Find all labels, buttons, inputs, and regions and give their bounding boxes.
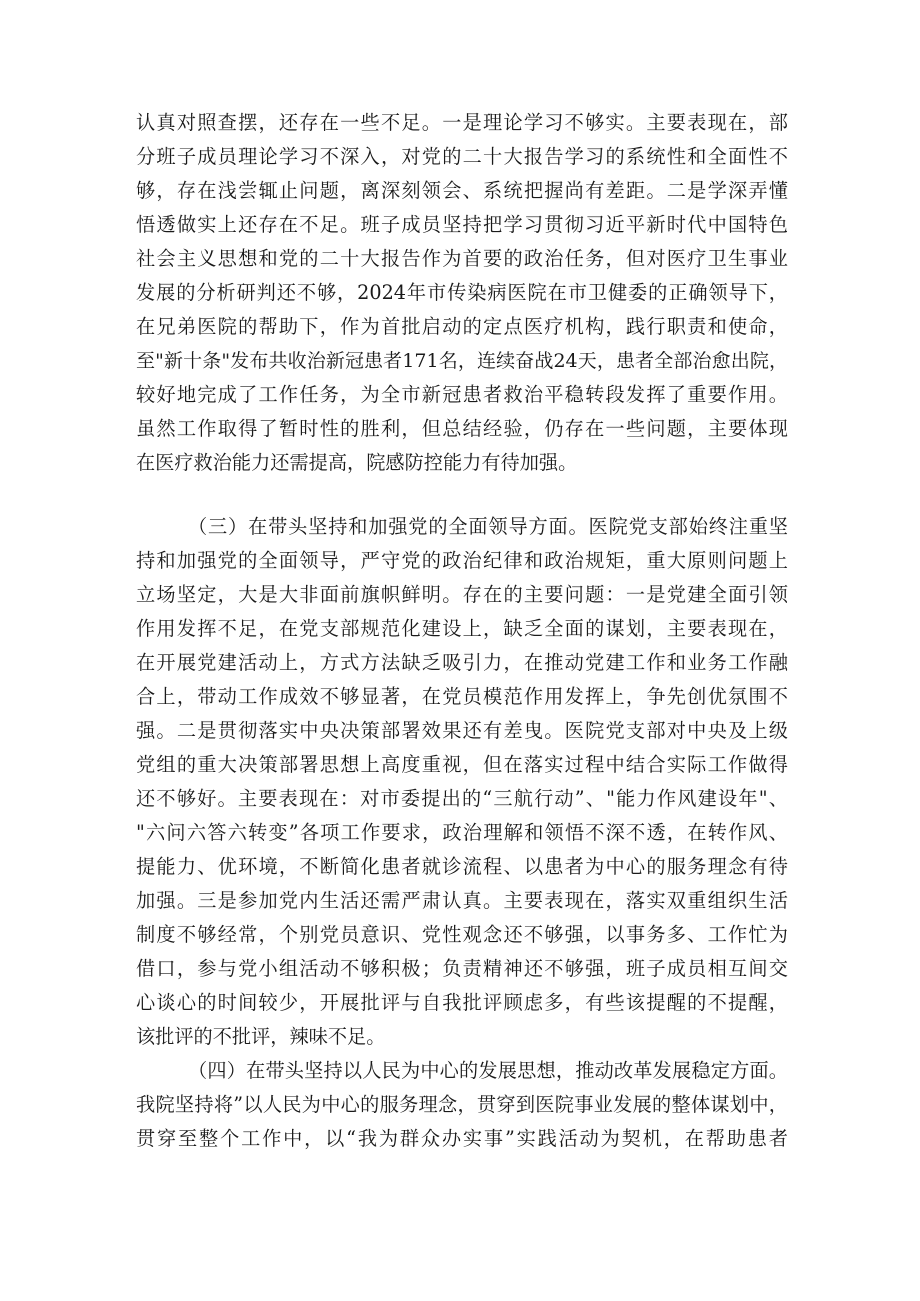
text-line: 在开展党建活动上，方式方法缺乏吸引力，在推动党建工作和业务工作融 <box>136 651 788 674</box>
text-line: 制度不够经常，个别党员意识、党性观念还不够强，以事务多、工作忙为 <box>136 923 788 946</box>
text-line: 借口，参与党小组活动不够积极；负责精神还不够强，班子成员相互间交 <box>136 957 788 980</box>
text-line: 强。二是贯彻落实中央决策部署效果还有差曳。医院党支部对中央及上级 <box>136 719 788 742</box>
text-line: 发展的分析研判还不够，2024年市传染病医院在市卫健委的正确领导下， <box>136 281 788 304</box>
paragraph-1 <box>136 106 788 480</box>
paragraph-heading-line: （四）在带头坚持以人民为中心的发展思想，推动改革发展稳定方面。 <box>188 1059 788 1082</box>
paragraph-spacer <box>136 480 788 510</box>
text-line: 我院坚持将”以人民为中心的服务理念，贯穿到医院事业发展的整体谋划中， <box>136 1093 788 1116</box>
paragraph-3 <box>136 1054 788 1156</box>
text-line: 虽然工作取得了暂时性的胜利，但总结经验，仍存在一些问题，主要体现 <box>136 417 788 440</box>
text-line: 立场坚定，大是大非面前旗帜鲜明。存在的主要问题：一是党建全面引领 <box>136 583 788 606</box>
text-line: 至"新十条"发布共收治新冠患者171名，连续奋战24天，患者全部治愈出院， <box>136 350 788 372</box>
text-line: 持和加强党的全面领导，严守党的政治纪律和政治规矩，重大原则问题上 <box>136 549 788 572</box>
text-line: 悟透做实上还存在不足。班子成员坚持把学习贯彻习近平新时代中国特色 <box>136 213 788 236</box>
text-line: 合上，带动工作成效不够显著，在党员模范作用发挥上，争先创优氛围不 <box>136 685 788 708</box>
text-line: 社会主义思想和党的二十大报告作为首要的政治任务，但对医疗卫生事业 <box>136 247 788 270</box>
paragraph-2 <box>136 510 788 1054</box>
text-line: 贯穿至整个工作中，以“我为群众办实事”实践活动为契机，在帮助患者 <box>136 1127 788 1150</box>
text-line: 够，存在浅尝辄止问题，离深刻领会、系统把握尚有差距。二是学深弄懂 <box>136 179 788 202</box>
text-line: 较好地完成了工作任务，为全市新冠患者救治平稳转段发挥了重要作用。 <box>136 383 788 406</box>
text-line: 分班子成员理论学习不深入，对党的二十大报告学习的系统性和全面性不 <box>136 145 788 168</box>
text-line: 心谈心的时间较少，开展批评与自我批评顾虑多，有些该提醒的不提醒， <box>136 991 788 1014</box>
text-line: 在兄弟医院的帮助下，作为首批启动的定点医疗机构，践行职责和使命， <box>136 315 788 338</box>
paragraph-heading-line: （三）在带头坚持和加强党的全面领导方面。医院党支部始终注重坚 <box>188 515 788 538</box>
text-line: 党组的重大决策部署思想上高度重视，但在落实过程中结合实际工作做得 <box>136 753 788 776</box>
document-page <box>136 106 788 1156</box>
text-line: 该批评的不批评，辣味不足。 <box>136 1025 386 1048</box>
text-line: "六问六答六转变”各项工作要求，政治理解和领悟不深不透，在转作风、 <box>136 821 788 844</box>
text-line: 提能力、优环境，不断简化患者就诊流程、以患者为中心的服务理念有待 <box>136 855 788 878</box>
text-line: 在医疗救治能力还需提高，院感防控能力有待加强。 <box>136 451 578 474</box>
text-line: 还不够好。主要表现在：对市委提出的“三航行动”、"能力作风建设年"、 <box>136 787 788 810</box>
text-line: 认真对照查摆，还存在一些不足。一是理论学习不够实。主要表现在，部 <box>136 111 788 134</box>
text-line: 作用发挥不足，在党支部规范化建设上，缺乏全面的谋划，主要表现在， <box>136 617 788 640</box>
text-line: 加强。三是参加党内生活还需严肃认真。主要表现在，落实双重组织生活 <box>136 889 788 912</box>
